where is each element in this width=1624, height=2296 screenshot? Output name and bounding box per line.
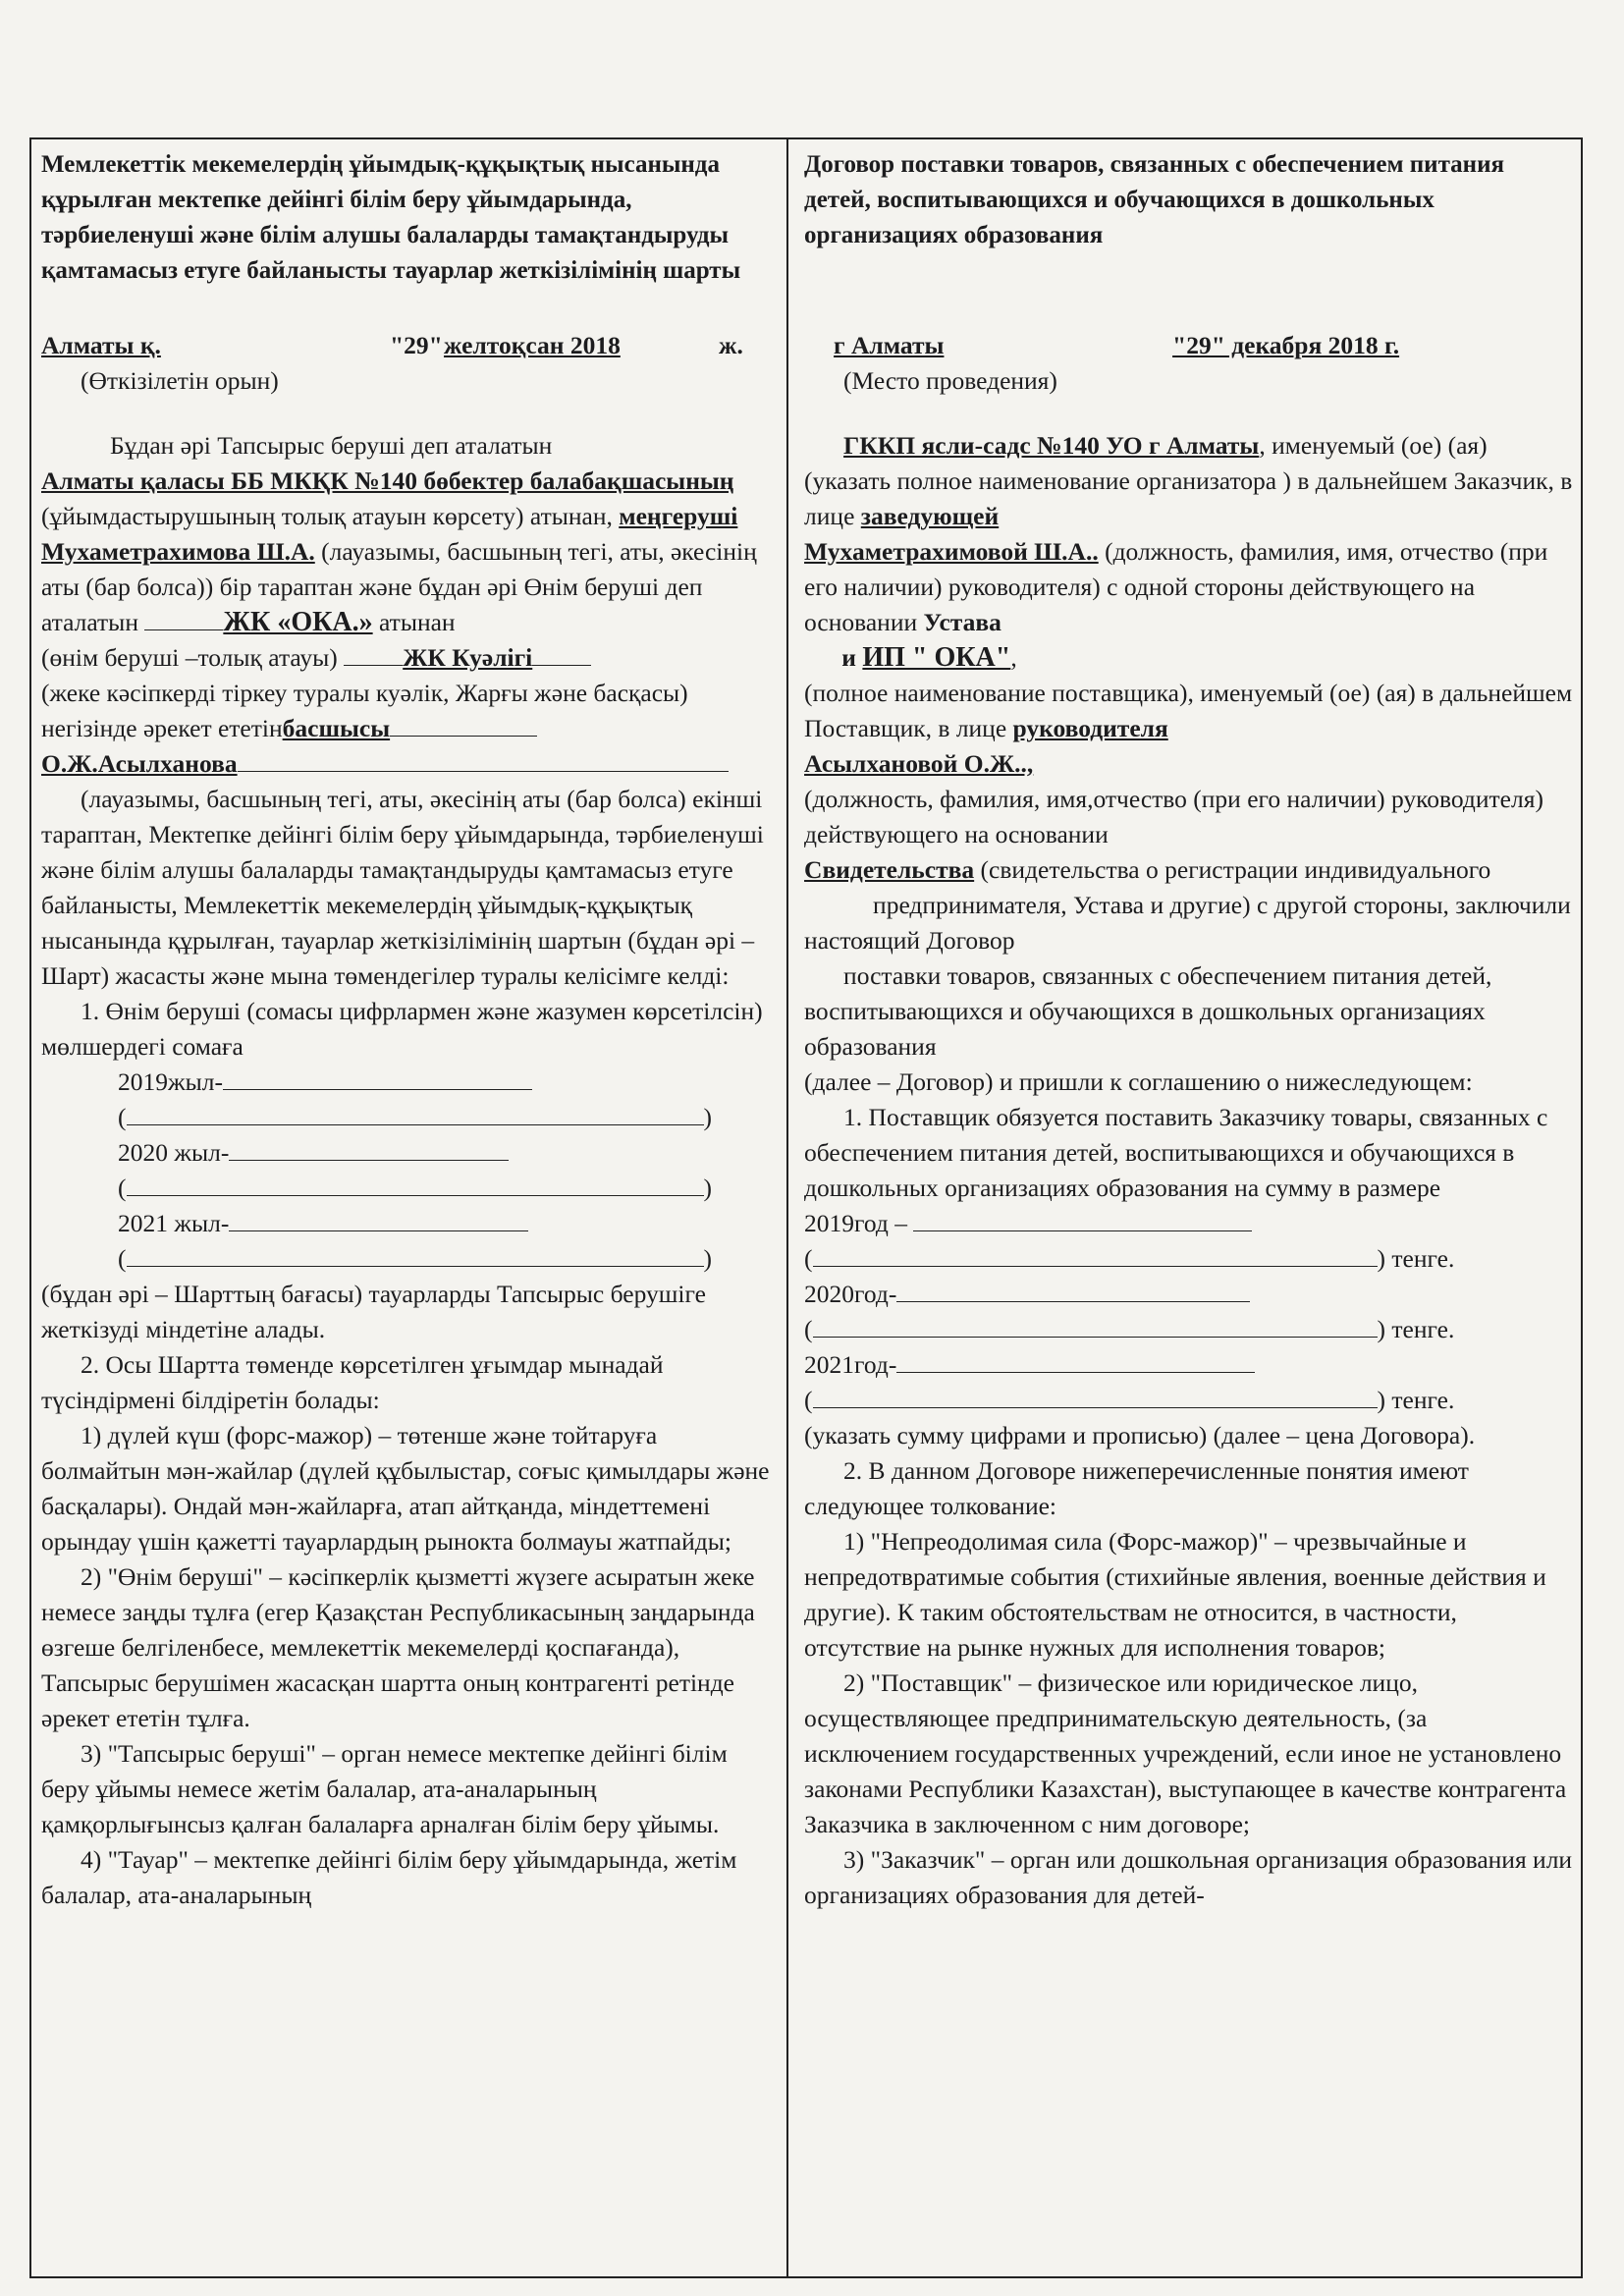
ru-parties-paragraph-2: предпринимателя, Устава и другие) с другой стороны, заключили настоящий Договор [804,891,1571,955]
ru-date: "29" декабря 2018 г. [1172,331,1400,359]
ru-amount-2020: 2020год- [804,1277,1573,1312]
kz-basis-doc: ЖК Куәлігі [403,643,533,672]
kz-agreement-paragraph: (лауазымы, басшының тегі, аты, әкесінің аты (бар болса) екінші тараптан, Мектепке дейінгі білім беру ұйымдарында, тәрбиеленуші және білім алушы балаларды тамақтандыруды қамтамасыз етуге байланысты, Мемлекеттік мекемелердің ұйымдық-құқықтық нысанында құрылған, тауарлар жеткізілімінің шартын (бұдан әрі – Шарт) жасасты және мына төмендегілер туралы келісімге келді: [41,785,764,990]
kz-place-note: (Өткізілетін орын) [81,366,279,395]
ru-def-1: 1) "Непреодолимая сила (Форс-мажор)" – чрезвычайные и непредотвратимые события (стихийные явления, военные действия и другие). К таким обстоятельствам не относится, в частности, отсутствие на рынке нужных для исполнения товаров; [804,1527,1546,1662]
ru-head-name: Мухаметрахимовой Ш.А.. [804,537,1099,566]
ru-place-note: (Место проведения) [843,366,1057,395]
kz-def-4: 4) "Тауар" – мектепке дейінгі білім беру ұйымдарында, жетім балалар, ата-аналарының [41,1845,737,1909]
ru-amount-2019: 2019год – [804,1206,1573,1241]
kz-date-day: "29" [390,331,443,359]
kz-clause-1-end: (бұдан әрі – Шарттың бағасы) тауарларды Тапсырыс берушіге жеткізуді міндетіне алады. [41,1280,706,1343]
ru-parties-paragraph-3: поставки товаров, связанных с обеспечением питания детей, воспитывающихся и обучающихся в дошкольных организациях образования [804,961,1492,1061]
ru-amount-2021: 2021год- [804,1347,1573,1383]
ru-head-title: заведующей [860,502,1000,530]
kz-director-title: басшысы [282,714,391,742]
kz-def-3: 3) "Тапсырыс беруші" – орган немесе мектепке дейінгі білім беру ұйымы немесе жетім балалар, ата-аналарының қамқорлығынсыз қалған балаларға арналған білім беру ұйымы. [41,1739,728,1838]
ru-clause-1-end: (указать сумму цифрами и прописью) (далее – цена Договора). [804,1421,1476,1449]
ru-director-title: руководителя [1012,714,1168,742]
kz-amount-2021: 2021 жыл- [41,1206,779,1241]
kz-clause-2: 2. Осы Шартта төменде көрсетілген ұғымдар мынадай түсіндірмені білдіретін болады: [41,1350,664,1414]
kz-supplier: ЖК «ОКА.» [223,607,373,637]
kz-clause-1: 1. Өнім беруші (сомасы цифрлармен және жазумен көрсетілсін) мөлшердегі сомаға [41,997,763,1061]
kz-amount-2020-words: ( ) [118,1174,712,1202]
ru-clause-1: 1. Поставщик обязуется поставить Заказчику товары, связанных с обеспечением питания детей, воспитывающихся и обучающихся в дошкольных организациях образования на сумму в размере [804,1103,1548,1202]
ru-place-date [804,328,1573,363]
kazakh-column [31,139,788,2276]
kz-head-name: Мухаметрахимова Ш.А. [41,537,315,566]
kz-def-2: 2) "Өнім беруші" – кәсіпкерлік қызметті жүзеге асыратын жеке немесе заңды тұлға (егер Қазақстан Республикасының заңдарында өзгеше белгіленбесе, мемлекеттік мекемелерді қоспағанда), Тапсырыс берушімен жасасқан шартта оның контрагенті ретінде әрекет ететін тұлға. [41,1562,755,1732]
kz-date-month-year: желтоқсан 2018 [444,331,621,359]
kz-amount-2019: 2019жыл- [41,1065,779,1100]
kz-amount-2020: 2020 жыл- [41,1135,779,1171]
contract-table [29,137,1583,2278]
ru-basis-ustav: Устава [923,608,1001,636]
kz-def-1: 1) дүлей күш (форс-мажор) – төтенше және тойтаруға болмайтын мән-жайлар (дүлей құбылыстар, соғыс қимылдары және басқалары). Ондай мән-жайларға, атап айтқанда, міндеттемені орындау үшін қажетті тауарлардың рыноктa болмауы жатпайды; [41,1421,770,1556]
ru-parties-paragraph-4: (далее – Договор) и пришли к соглашению о нижеследующем: [804,1067,1473,1096]
kz-title: Мемлекеттік мекемелердің ұйымдық-құқықтық нысанында құрылған мектепке дейінгі білім беру ұйымдарында, тәрбиеленуші және білім алушы балаларды тамақтандыруды қамтамасыз етуге байланысты тауарлар жеткізілімінің шарты [41,151,741,284]
kz-date-suffix: ж. [719,331,743,359]
ru-title: Договор поставки товаров, связанных с обеспечением питания детей, воспитывающихся и обучающихся в дошкольных организациях образования [804,151,1505,248]
kz-amount-2019-words: ( ) [118,1103,712,1131]
kz-director-name: О.Ж.Асылханова [41,749,238,778]
kz-amount-2021-words: ( ) [118,1244,712,1273]
ru-def-3: 3) "Заказчик" – орган или дошкольная организация образования или организациях образования для детей- [804,1845,1573,1909]
kz-head-title: меңгеруші [619,502,738,530]
ru-amount-2020-words: ( ) тенге. [804,1315,1455,1343]
ru-amount-2019-words: ( ) тенге. [804,1244,1455,1273]
ru-clause-2: 2. В данном Договоре нижеперечисленные понятия имеют следующее толкование: [804,1456,1469,1520]
ru-amount-2021-words: ( ) тенге. [804,1386,1455,1414]
ru-def-2: 2) "Поставщик" – физическое или юридическое лицо, осуществляющее предпринимательскую деятельность, (за исключением государственных учреждений, если иное не установлено законами Республики Казахстан), выступающее в качестве контрагента Заказчика в заключенном с ним договоре; [804,1668,1567,1838]
ru-director-name: Асылхановой О.Ж.., [804,749,1034,778]
kz-org-name: Алматы қаласы ББ МКҚК №140 бөбектер балабақшасының [41,466,734,495]
ru-org-name: ГККП ясли-садс №140 УО г Алматы [843,431,1260,460]
ru-supplier: ИП " ОКА" [862,642,1011,673]
kz-place-date [41,328,779,363]
ru-city: г Алматы [834,331,945,359]
ru-basis-doc: Свидетельства [804,855,975,884]
russian-column [788,139,1581,2276]
kz-city: Алматы қ. [41,331,161,359]
ru-parties-paragraph: ГККП ясли-садс №140 УО г Алматы, именуемый (ое) (ая) (указать полное наименование организатора ) в дальнейшем Заказчик, в лице заведующей Мухаметрахимовой Ш.А.. (должность, фамилия, имя, отчество (при его наличии) руководителя) с одной стороны действующего на основании Устава и ИП " ОКА", (полное наименование поставщика), именуемый (ое) (ая) в дальнейшем Поставщик, в лице руководителя Асылхановой О.Ж.., (должность, фамилия, имя,отчество (при его наличии) руководителя) действующего на основании Свидетельства (свидетельства о регистрации индивидуального [804,431,1573,884]
kz-parties-paragraph: Бұдан әрі Тапсырыс беруші деп аталатын Алматы қаласы ББ МКҚК №140 бөбектер балабақшасының (ұйымдастырушының толық атауын көрсету) атынан, меңгеруші Мухаметрахимова Ш.А. (лауазымы, басшының тегі, аты, әкесінің аты (бар болса)) бір тараптан және бұдан әрі Өнім беруші деп аталатын ЖК «ОКА.» атынан (өнім беруші –толық атауы) ЖК Куәлігі (жеке кәсіпкерді тіркеу туралы куәлік, Жарғы және басқасы) негізінде әрекет ететінбасшысы О.Ж.Асылханова [41,431,757,778]
